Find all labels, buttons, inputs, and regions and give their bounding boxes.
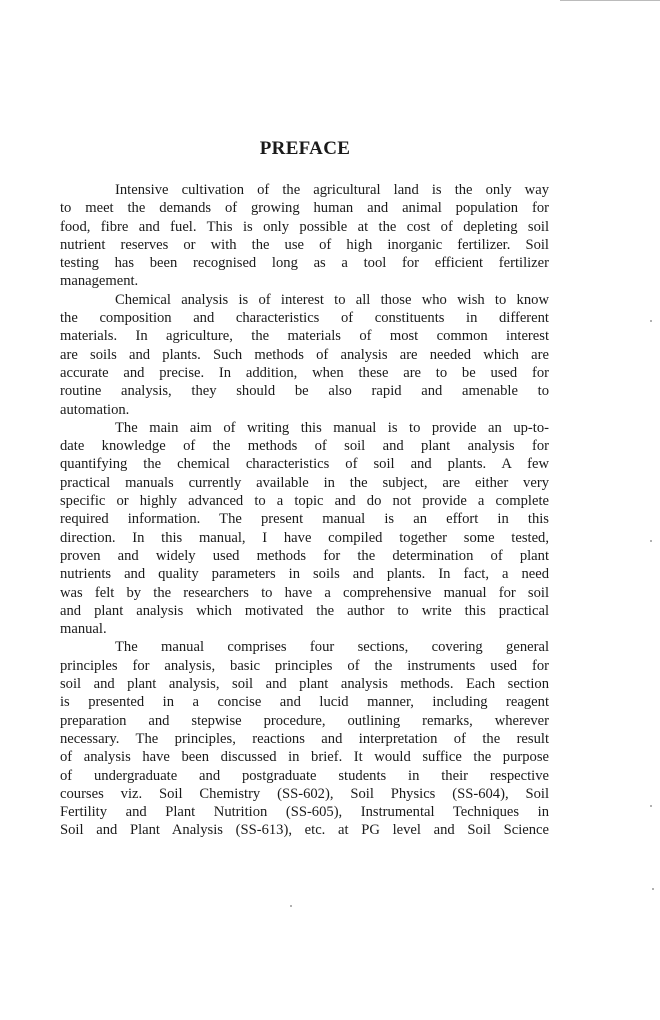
text-line: The main aim of writing this manual is to provide an up-to- (115, 419, 549, 436)
text-line: the composition and characteristics of constituents in different (60, 310, 549, 327)
text-line: routine analysis, they should be also rapid and amenable to (60, 383, 549, 400)
text-line: nutrients and quality parameters in soils and plants. In fact, a need (60, 566, 549, 583)
scan-speck (652, 888, 654, 890)
text-line: to meet the demands of growing human and animal population for (60, 200, 549, 217)
text-line: quantifying the chemical characteristics of soil and plants. A few (60, 456, 549, 473)
scan-speck (290, 905, 292, 907)
preface-body (60, 181, 549, 840)
text-line: soil and plant analysis, soil and plant analysis methods. Each section (60, 676, 549, 693)
text-line: required information. The present manual is an effort in this (60, 511, 549, 528)
text-line: Soil and Plant Analysis (SS-613), etc. at PG level and Soil Science (60, 822, 549, 839)
text-line: Intensive cultivation of the agricultural land is the only way (115, 182, 549, 198)
text-line: Chemical analysis is of interest to all those who wish to know (115, 291, 549, 308)
text-line: automation. (60, 401, 130, 418)
scan-speck (650, 805, 652, 807)
text-line: food, fibre and fuel. This is only possible at the cost of depleting soil (60, 218, 549, 235)
text-line: materials. In agriculture, the materials of most common interest (60, 328, 549, 345)
text-line: of undergraduate and postgraduate students in their respective (60, 767, 549, 784)
text-line: practical manuals currently available in the subject, are either very (60, 474, 549, 491)
text-line: management. (60, 273, 139, 290)
page-title: PREFACE (259, 138, 351, 159)
text-line: direction. In this manual, I have compiled together some tested, (60, 529, 549, 546)
text-line: proven and widely used methods for the determination of plant (60, 547, 549, 564)
text-line: Fertility and Plant Nutrition (SS-605), Instrumental Techniques in (60, 804, 549, 821)
text-line: nutrient reserves or with the use of high inorganic fertilizer. Soil (60, 236, 549, 253)
scan-speck (650, 540, 652, 542)
text-line: date knowledge of the methods of soil and plant analysis for (60, 438, 549, 455)
text-line: manual. (60, 621, 107, 638)
text-line: was felt by the researchers to have a comprehensive manual for soil (60, 584, 549, 601)
text-line: preparation and stepwise procedure, outlining remarks, wherever (60, 712, 549, 729)
text-line: specific or highly advanced to a topic and do not provide a complete (60, 493, 549, 510)
text-line: is presented in a concise and lucid manner, including reagent (60, 694, 549, 711)
text-line: accurate and precise. In addition, when these are to be used for (60, 364, 549, 381)
text-line: testing has been recognised long as a tool for efficient fertilizer (60, 255, 549, 272)
text-line: of analysis have been discussed in brief. It would suffice the purpose (60, 749, 549, 766)
paragraph (60, 638, 549, 839)
paragraph (60, 181, 549, 291)
paragraph (60, 419, 549, 639)
text-line: The manual comprises four sections, covering general (115, 639, 549, 656)
text-line: courses viz. Soil Chemistry (SS-602), Soil Physics (SS-604), Soil (60, 785, 549, 802)
page-edge-line (560, 0, 660, 1)
text-line: and plant analysis which motivated the author to write this practical (60, 602, 549, 619)
paragraph (60, 291, 549, 419)
text-line: are soils and plants. Such methods of analysis are needed which are (60, 346, 549, 363)
text-line: principles for analysis, basic principles of the instruments used for (60, 657, 549, 674)
scan-speck (650, 320, 652, 322)
text-line: necessary. The principles, reactions and interpretation of the result (60, 730, 549, 747)
